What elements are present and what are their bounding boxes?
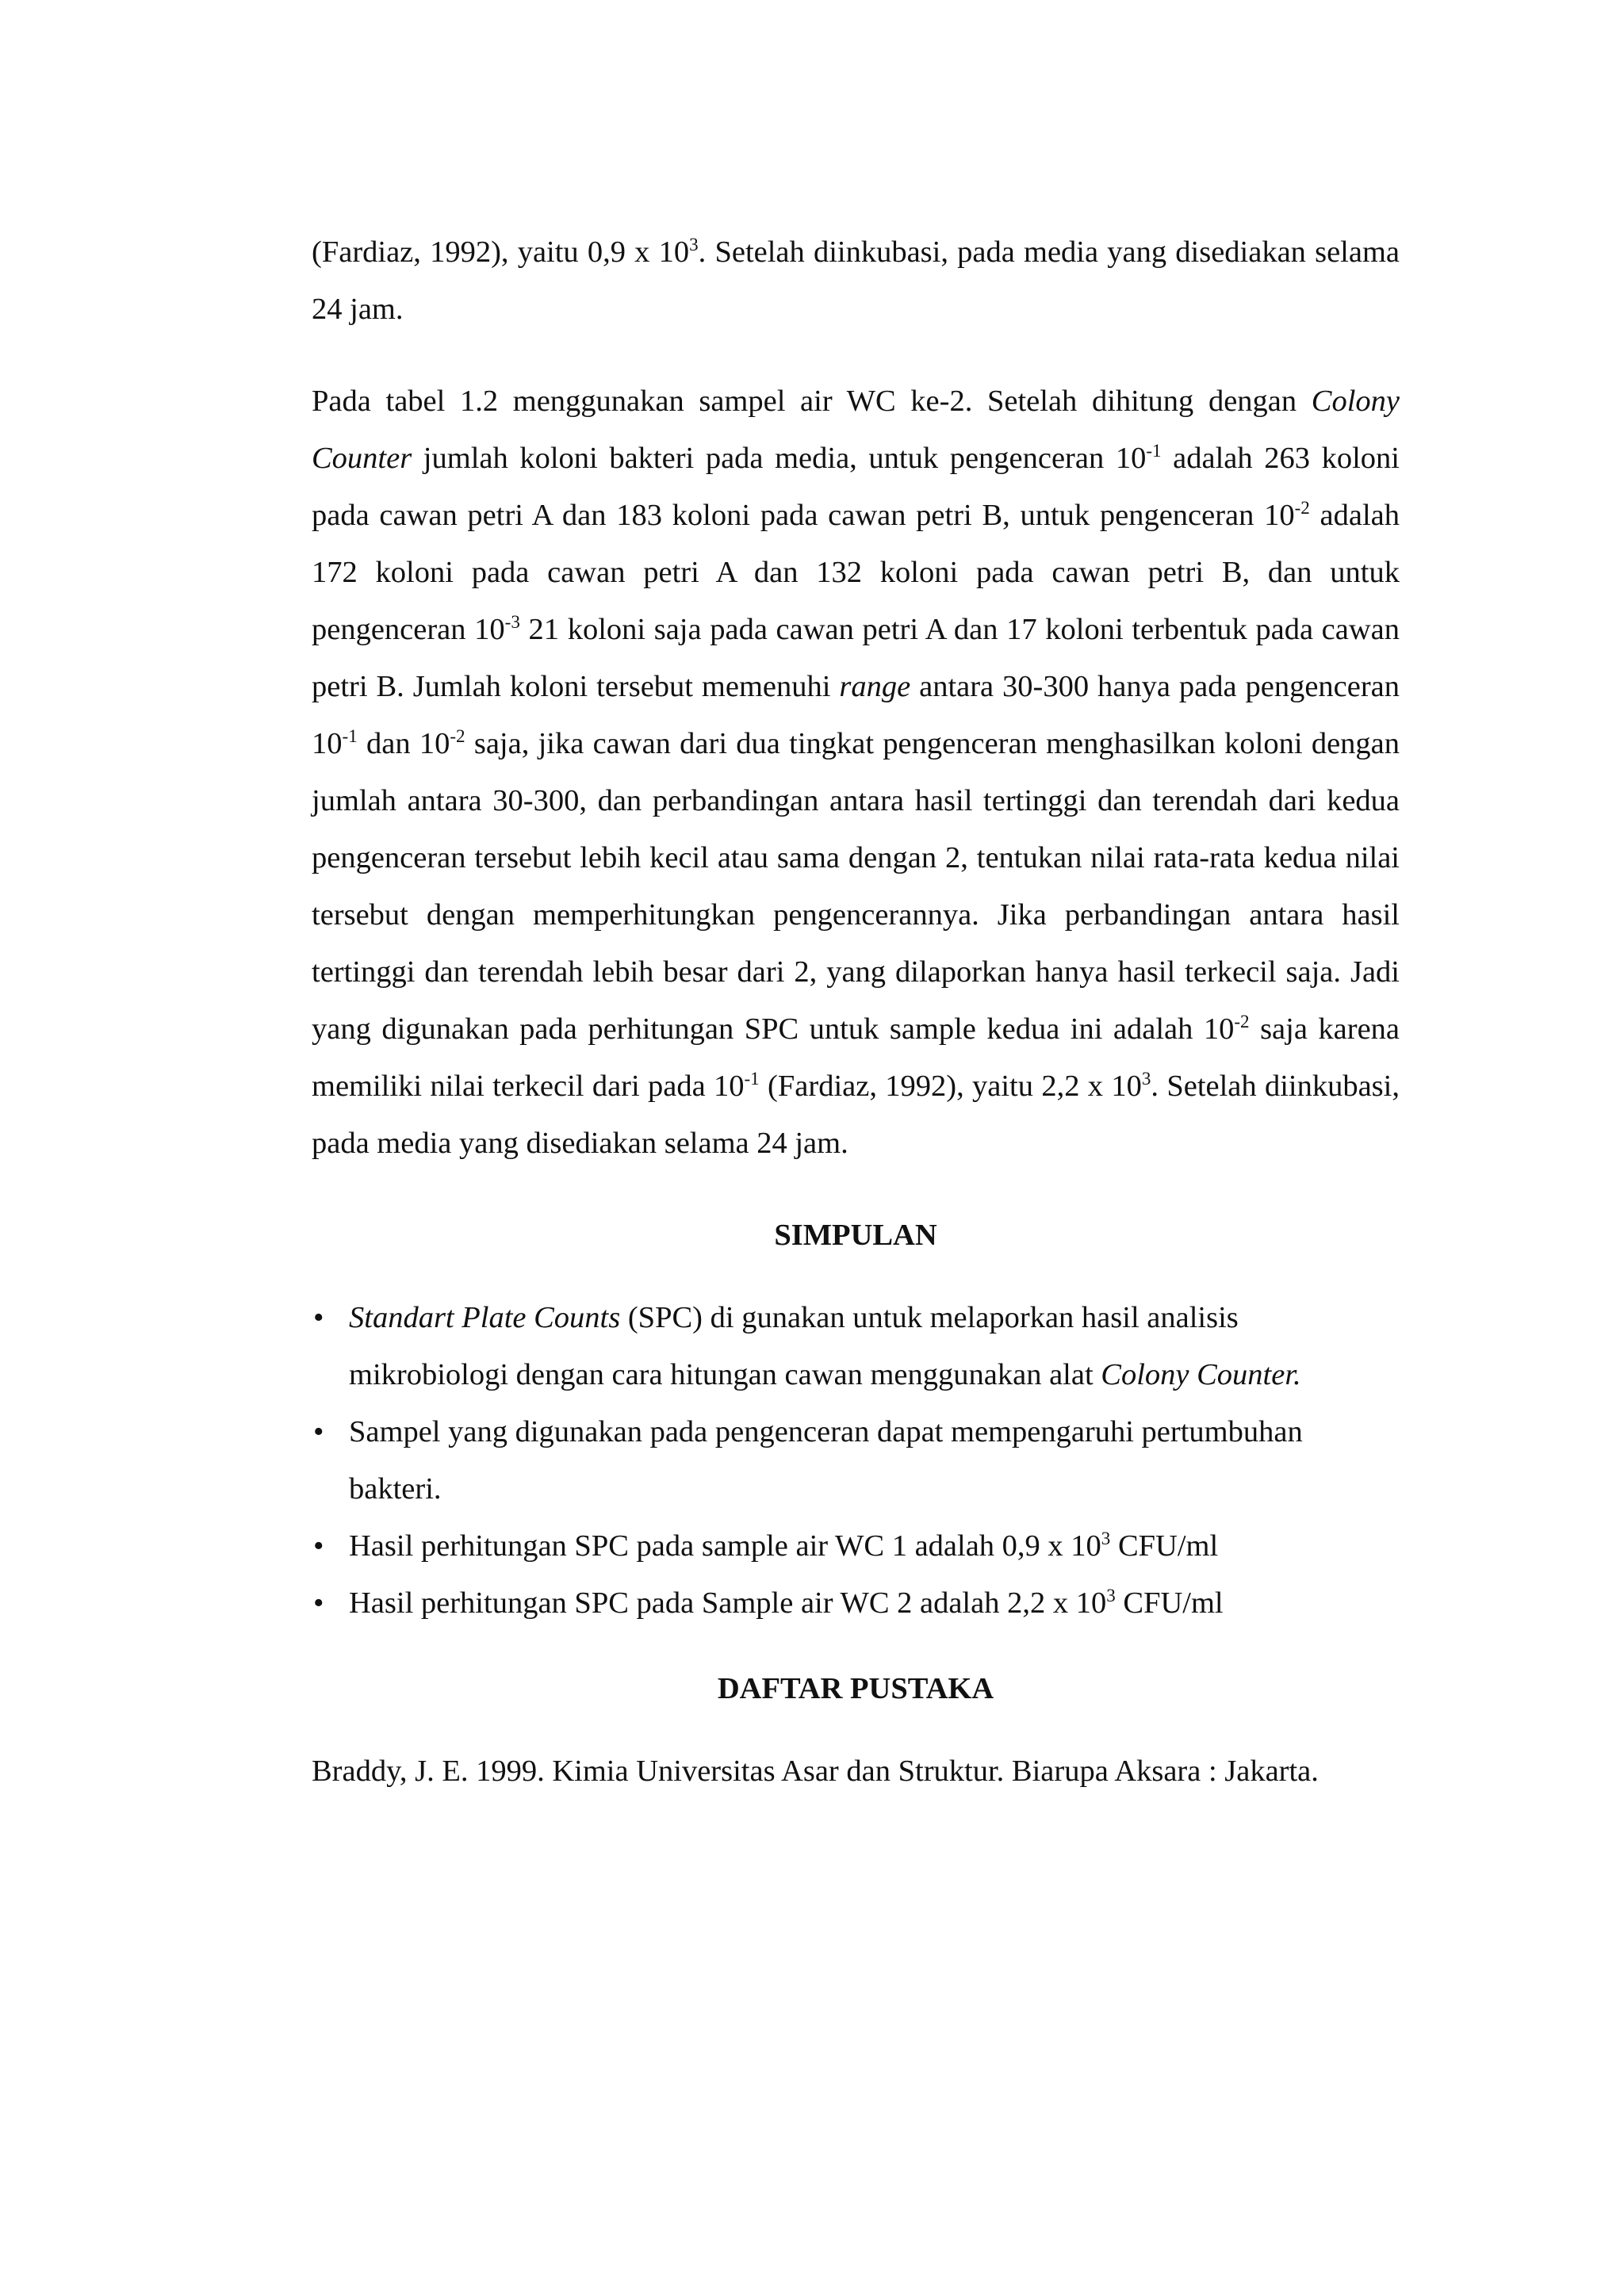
text-run: adalah 172 koloni pada cawan petri A dan 132 koloni pada cawan petri B, dan untuk pengenceran 10 <box>312 499 1400 646</box>
superscript: -3 <box>504 611 520 633</box>
simpulan-list <box>312 1289 1400 1632</box>
text-run: dan 10 <box>357 727 450 760</box>
superscript: 3 <box>1106 1585 1116 1606</box>
document-page <box>312 224 1400 1800</box>
bullet-icon: • <box>313 1529 324 1563</box>
heading-simpulan: SIMPULAN <box>774 1219 937 1252</box>
superscript: -1 <box>744 1068 760 1089</box>
list-item <box>312 1403 1400 1517</box>
list-item <box>312 1575 1400 1632</box>
bullet-icon: • <box>313 1586 324 1620</box>
superscript: 3 <box>689 234 699 255</box>
superscript: -2 <box>1294 497 1310 519</box>
text-run: Pada tabel 1.2 menggunakan sampel air WC ke-2. Setelah dihitung dengan <box>312 385 1312 418</box>
italic-term: Standart Plate Counts <box>349 1301 621 1334</box>
italic-term: range <box>839 670 911 703</box>
list-item <box>312 1517 1400 1575</box>
text-run: (Fardiaz, 1992), yaitu 0,9 x 10 <box>312 235 690 269</box>
text-run: . Setelah diinkubasi, pada media yang disediakan selama 24 jam. <box>312 235 1400 326</box>
paragraph-sample-2 <box>312 373 1400 1172</box>
superscript: -2 <box>450 725 465 747</box>
text-run: antara 30-300 hanya pada pengenceran 10 <box>312 670 1400 760</box>
italic-term: Colony Counter. <box>1101 1358 1301 1391</box>
bullet-icon: • <box>313 1301 324 1334</box>
italic-term: Colony Counter <box>312 385 1400 475</box>
text-run: Sampel yang digunakan pada pengenceran dapat mempengaruhi pertumbuhan bakteri. <box>349 1415 1303 1506</box>
superscript: -1 <box>1146 440 1162 461</box>
text-run: . Setelah diinkubasi, pada media yang disediakan selama 24 jam. <box>312 1070 1400 1160</box>
text-run: CFU/ml <box>1115 1586 1224 1620</box>
text-run: (Fardiaz, 1992), yaitu 2,2 x 10 <box>759 1070 1142 1103</box>
text-run: (SPC) di gunakan untuk melaporkan hasil analisis mikrobiologi dengan cara hitungan cawan menggunakan alat <box>349 1301 1239 1391</box>
text-run: saja karena memiliki nilai terkecil dari pada 10 <box>312 1012 1400 1103</box>
text-run: saja, jika cawan dari dua tingkat pengenceran menghasilkan koloni dengan jumlah antara 30-300, dan perbandingan antara hasil tertinggi dan terendah dari kedua pengenceran tersebut lebih kecil atau sama dengan 2, tentukan nilai rata-rata kedua nilai tersebut dengan memperhitungkan pengencerannya. Jika perbandingan antara hasil tertinggi dan terendah lebih besar dari 2, yang dilaporkan hanya hasil terkecil saja. Jadi yang digunakan pada perhitungan SPC untuk sample kedua ini adalah 10 <box>312 727 1400 1046</box>
superscript: 3 <box>1141 1068 1151 1089</box>
text-run: Hasil perhitungan SPC pada Sample air WC 2 adalah 2,2 x 10 <box>349 1586 1107 1620</box>
reference-entry: Braddy, J. E. 1999. Kimia Universitas Asar dan Struktur. Biarupa Aksara : Jakarta. <box>312 1755 1319 1788</box>
superscript: -2 <box>1234 1011 1250 1032</box>
text-run: CFU/ml <box>1110 1529 1219 1563</box>
text-run: jumlah koloni bakteri pada media, untuk pengenceran 10 <box>412 442 1147 475</box>
text-run: Hasil perhitungan SPC pada sample air WC 1 adalah 0,9 x 10 <box>349 1529 1101 1563</box>
bullet-icon: • <box>313 1415 324 1448</box>
text-run: adalah 263 koloni pada cawan petri A dan 183 koloni pada cawan petri B, untuk pengenceran 10 <box>312 442 1400 532</box>
list-item <box>312 1289 1400 1403</box>
heading-daftar-pustaka: DAFTAR PUSTAKA <box>717 1672 994 1705</box>
superscript: 3 <box>1101 1528 1111 1549</box>
superscript: -1 <box>342 725 358 747</box>
paragraph-continuation <box>312 224 1400 338</box>
text-run: 21 koloni saja pada cawan petri A dan 17 koloni terbentuk pada cawan petri B. Jumlah koloni tersebut memenuhi <box>312 613 1400 703</box>
